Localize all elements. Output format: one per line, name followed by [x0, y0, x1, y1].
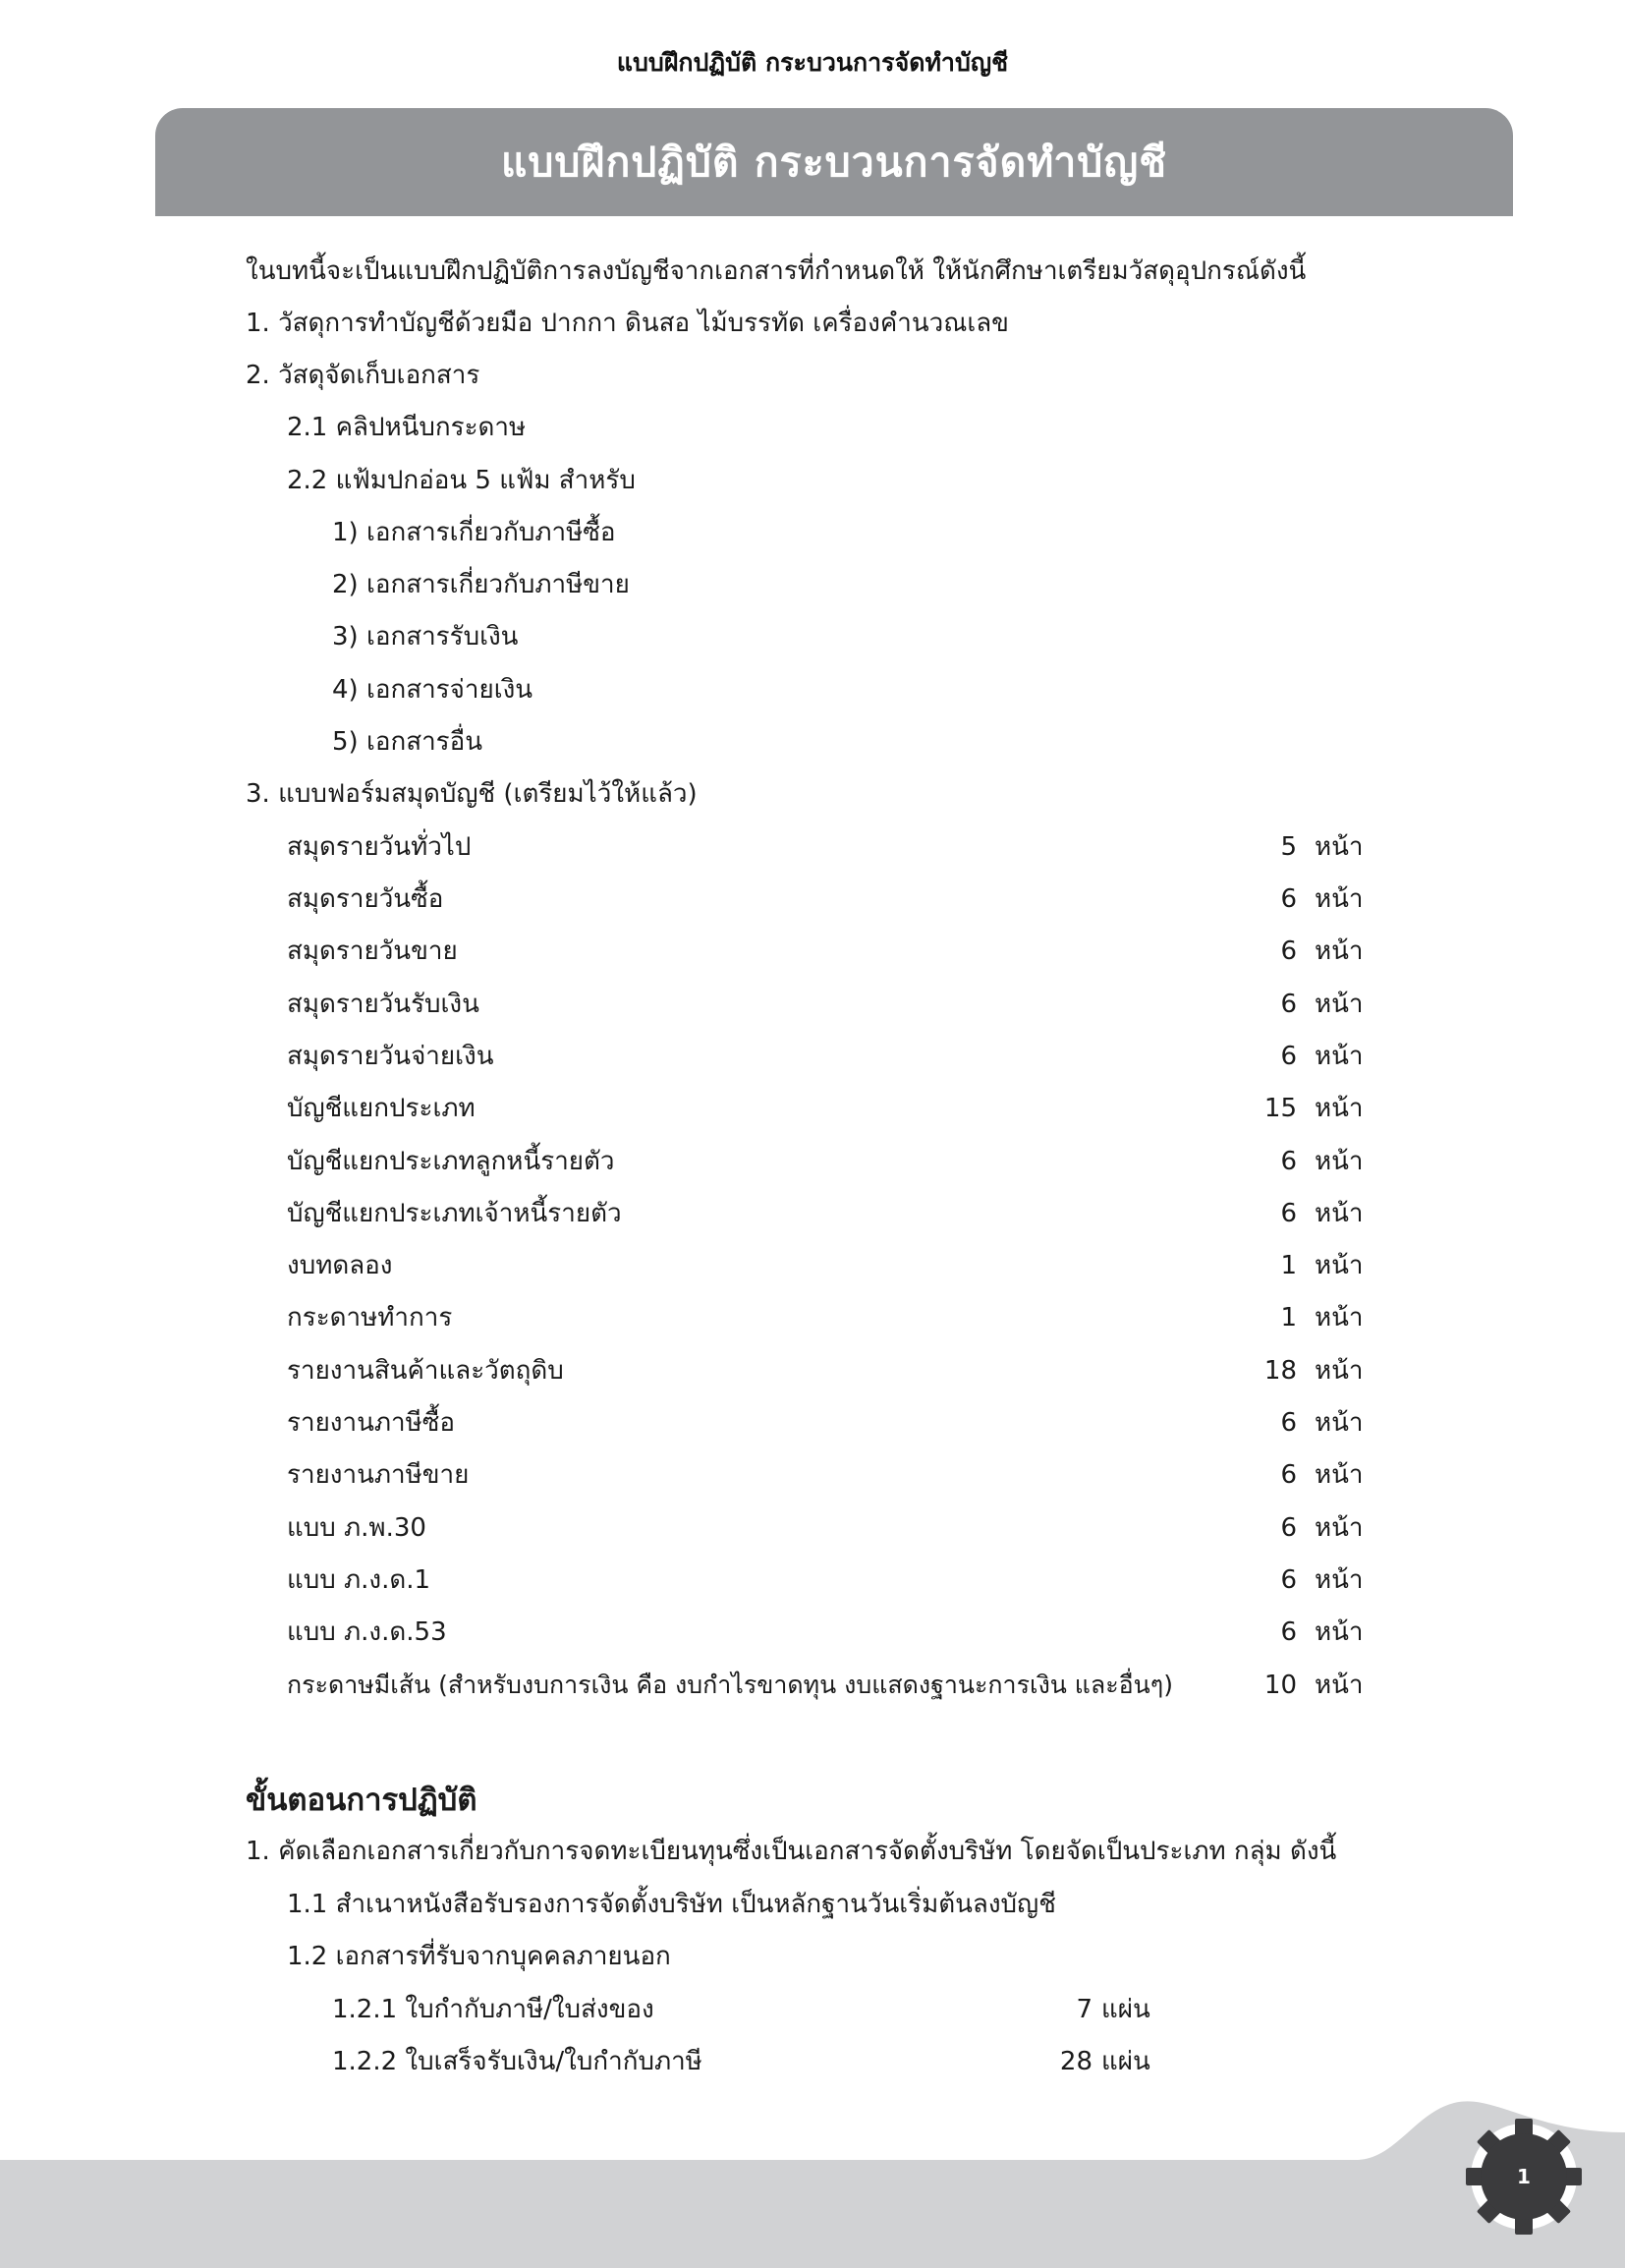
document-name: 1.2.2 ใบเสร็จรับเงิน/ใบกำกับภาษี	[332, 2047, 702, 2076]
document-name: 1.2.1 ใบกำกับภาษี/ใบส่งของ	[332, 1995, 654, 2024]
form-unit: หน้า	[1315, 1356, 1364, 1386]
document-unit: แผ่น	[1101, 1995, 1150, 2024]
form-qty: 6	[1280, 1617, 1297, 1647]
list-item: 2. วัสดุจัดเก็บเอกสาร	[246, 361, 480, 390]
form-qty: 1	[1280, 1251, 1297, 1280]
form-qty: 1	[1280, 1303, 1297, 1332]
form-qty: 6	[1280, 1460, 1297, 1490]
form-name: รายงานสินค้าและวัตถุดิบ	[287, 1356, 564, 1386]
form-row	[287, 1039, 1366, 1074]
form-unit: หน้า	[1315, 1199, 1364, 1228]
form-qty: 10	[1263, 1671, 1297, 1700]
form-name: กระดาษทำการ	[287, 1303, 453, 1332]
form-unit: หน้า	[1315, 1671, 1364, 1700]
form-qty: 6	[1280, 1565, 1297, 1595]
form-unit: หน้า	[1315, 990, 1364, 1019]
form-row	[287, 829, 1366, 865]
form-unit: หน้า	[1315, 884, 1364, 914]
form-name: แบบ ภ.ง.ด.1	[287, 1565, 431, 1595]
section-heading: ขั้นตอนการปฏิบัติ	[246, 1783, 477, 1818]
form-row	[287, 1091, 1366, 1126]
form-unit: หน้า	[1315, 832, 1364, 862]
form-unit: หน้า	[1315, 1303, 1364, 1332]
list-item: 1. วัสดุการทำบัญชีด้วยมือ ปากกา ดินสอ ไม้บรรทัด เครื่องคำนวณเลข	[246, 309, 1009, 338]
form-row	[287, 1668, 1366, 1703]
form-row	[287, 881, 1366, 917]
list-item: 2.2 แฟ้มปกอ่อน 5 แฟ้ม สำหรับ	[287, 466, 636, 495]
document-qty: 7	[1076, 1995, 1093, 2024]
folder-item: 4) เอกสารจ่ายเงิน	[332, 675, 533, 705]
form-row	[287, 1457, 1366, 1493]
step-item: 1.1 สำเนาหนังสือรับรองการจัดตั้งบริษัท เป็นหลักฐานวันเริ่มต้นลงบัญชี	[287, 1890, 1056, 1919]
form-row	[287, 1615, 1366, 1650]
form-qty: 6	[1280, 936, 1297, 966]
form-qty: 6	[1280, 1147, 1297, 1176]
form-row	[287, 1196, 1366, 1231]
form-name: งบทดลอง	[287, 1251, 393, 1280]
form-qty: 18	[1263, 1356, 1297, 1386]
form-name: แบบ ภ.พ.30	[287, 1513, 426, 1543]
form-name: สมุดรายวันขาย	[287, 936, 458, 966]
folder-item: 1) เอกสารเกี่ยวกับภาษีซื้อ	[332, 518, 616, 547]
form-name: รายงานภาษีขาย	[287, 1460, 470, 1490]
form-unit: หน้า	[1315, 1617, 1364, 1647]
form-name: กระดาษมีเส้น (สำหรับงบการเงิน คือ งบกำไรขาดทุน งบแสดงฐานะการเงิน และอื่นๆ)	[287, 1671, 1173, 1699]
form-qty: 6	[1280, 884, 1297, 914]
folder-item: 2) เอกสารเกี่ยวกับภาษีขาย	[332, 570, 630, 599]
document-unit: แผ่น	[1101, 2047, 1150, 2076]
step-item: 1. คัดเลือกเอกสารเกี่ยวกับการจดทะเบียนทุนซึ่งเป็นเอกสารจัดตั้งบริษัท โดยจัดเป็นประเภท กลุ่ม ดังนี้	[246, 1837, 1337, 1866]
running-header: แบบฝึกปฏิบัติ กระบวนการจัดทำบัญชี	[616, 48, 1009, 77]
form-name: สมุดรายวันทั่วไป	[287, 832, 472, 862]
step-item: 1.2 เอกสารที่รับจากบุคคลภายนอก	[287, 1942, 671, 1971]
form-qty: 15	[1263, 1094, 1297, 1123]
list-item: 3. แบบฟอร์มสมุดบัญชี (เตรียมไว้ให้แล้ว)	[246, 779, 698, 809]
form-row	[287, 1144, 1366, 1179]
form-qty: 6	[1280, 990, 1297, 1019]
form-qty: 6	[1280, 1042, 1297, 1071]
form-name: บัญชีแยกประเภท	[287, 1094, 476, 1123]
form-unit: หน้า	[1315, 1565, 1364, 1595]
form-row	[287, 1510, 1366, 1546]
form-name: สมุดรายวันรับเงิน	[287, 990, 479, 1019]
form-row	[287, 1353, 1366, 1389]
document-row	[332, 1992, 1157, 2027]
folder-item: 3) เอกสารรับเงิน	[332, 622, 519, 652]
form-row	[287, 934, 1366, 969]
form-name: สมุดรายวันจ่ายเงิน	[287, 1042, 494, 1071]
form-row	[287, 1405, 1366, 1441]
form-qty: 6	[1280, 1199, 1297, 1228]
form-row	[287, 1562, 1366, 1598]
form-name: บัญชีแยกประเภทลูกหนี้รายตัว	[287, 1147, 615, 1176]
form-name: รายงานภาษีซื้อ	[287, 1408, 456, 1438]
form-row	[287, 1300, 1366, 1335]
form-unit: หน้า	[1315, 1042, 1364, 1071]
page-number: 1	[1517, 2165, 1531, 2188]
title-banner	[155, 108, 1513, 216]
footer-decoration	[0, 2093, 1625, 2268]
form-row	[287, 987, 1366, 1022]
form-row	[287, 1248, 1366, 1283]
form-name: บัญชีแยกประเภทเจ้าหนี้รายตัว	[287, 1199, 622, 1228]
form-unit: หน้า	[1315, 936, 1364, 966]
form-name: แบบ ภ.ง.ด.53	[287, 1617, 447, 1647]
folder-item: 5) เอกสารอื่น	[332, 727, 483, 757]
form-unit: หน้า	[1315, 1251, 1364, 1280]
form-unit: หน้า	[1315, 1460, 1364, 1490]
form-qty: 6	[1280, 1408, 1297, 1438]
page-title: แบบฝึกปฏิบัติ กระบวนการจัดทำบัญชี	[500, 138, 1168, 186]
document-row	[332, 2044, 1157, 2079]
form-unit: หน้า	[1315, 1513, 1364, 1543]
list-item: 2.1 คลิปหนีบกระดาษ	[287, 413, 527, 442]
intro-paragraph: ในบทนี้จะเป็นแบบฝึกปฏิบัติการลงบัญชีจากเอกสารที่กำหนดให้ ให้นักศึกษาเตรียมวัสดุอุปกรณ์ดังนี้	[246, 256, 1307, 286]
form-qty: 5	[1280, 832, 1297, 862]
form-qty: 6	[1280, 1513, 1297, 1543]
form-unit: หน้า	[1315, 1094, 1364, 1123]
form-unit: หน้า	[1315, 1147, 1364, 1176]
document-qty: 28	[1059, 2047, 1093, 2076]
form-unit: หน้า	[1315, 1408, 1364, 1438]
form-name: สมุดรายวันซื้อ	[287, 884, 444, 914]
